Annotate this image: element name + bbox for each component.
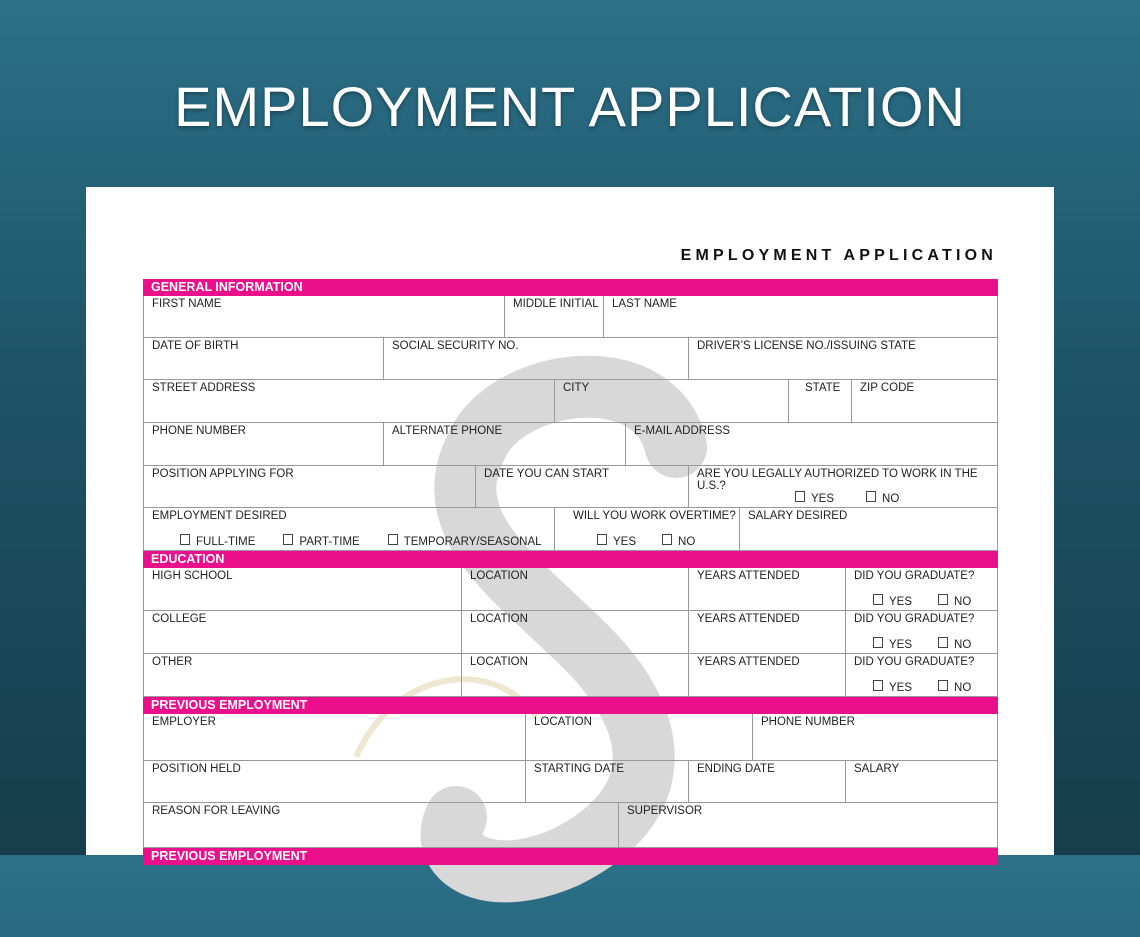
other-graduate-field [846, 654, 997, 696]
alternate-phone-label: ALTERNATE PHONE [392, 425, 503, 437]
drivers-license-label: DRIVER’S LICENSE NO./ISSUING STATE [697, 340, 916, 352]
years-attended-label: YEARS ATTENDED [697, 656, 800, 668]
ending-date-field[interactable] [689, 761, 846, 802]
graduate-yes-option[interactable] [873, 596, 912, 608]
yes-label: YES [889, 682, 913, 694]
phone-number-field[interactable] [144, 423, 384, 465]
document-title: EMPLOYMENT APPLICATION [680, 247, 997, 264]
checkbox-icon[interactable] [388, 534, 398, 545]
salary-desired-field[interactable] [740, 508, 997, 550]
other-location-field[interactable] [462, 654, 689, 696]
section-education: EDUCATION [143, 551, 998, 568]
checkbox-icon[interactable] [938, 680, 948, 691]
ssn-label: SOCIAL SECURITY NO. [392, 340, 519, 352]
checkbox-icon[interactable] [597, 534, 607, 545]
email-field[interactable] [626, 423, 997, 465]
position-held-field[interactable] [144, 761, 526, 802]
other-label: OTHER [152, 656, 193, 668]
phone-number-label: PHONE NUMBER [761, 716, 855, 728]
checkbox-icon[interactable] [938, 594, 948, 605]
overtime-label: WILL YOU WORK OVERTIME? [573, 510, 736, 522]
checkbox-icon[interactable] [873, 637, 883, 648]
years-attended-label: YEARS ATTENDED [697, 570, 800, 582]
form-page [86, 187, 1054, 863]
college-years-field[interactable] [689, 611, 846, 653]
reason-for-leaving-field[interactable] [144, 803, 619, 847]
salary-label: SALARY [854, 763, 900, 775]
years-attended-label: YEARS ATTENDED [697, 613, 800, 625]
temporary-option[interactable] [388, 536, 542, 548]
location-label: LOCATION [470, 613, 528, 625]
did-graduate-label: DID YOU GRADUATE? [854, 656, 975, 668]
no-label: NO [954, 682, 972, 694]
street-address-field[interactable] [144, 380, 555, 422]
college-graduate-field [846, 611, 997, 653]
location-label: LOCATION [470, 656, 528, 668]
checkbox-icon[interactable] [938, 637, 948, 648]
high-school-label: HIGH SCHOOL [152, 570, 233, 582]
salary-desired-label: SALARY DESIRED [748, 510, 848, 522]
checkbox-icon[interactable] [873, 594, 883, 605]
overtime-field [555, 508, 740, 550]
starting-date-field[interactable] [526, 761, 689, 802]
authorized-no-option[interactable] [866, 493, 899, 505]
location-label: LOCATION [470, 570, 528, 582]
employer-phone-field[interactable] [753, 714, 997, 760]
supervisor-field[interactable] [619, 803, 997, 847]
graduate-yes-option[interactable] [873, 639, 912, 651]
did-graduate-label: DID YOU GRADUATE? [854, 613, 975, 625]
graduate-no-option[interactable] [938, 682, 971, 694]
graduate-no-option[interactable] [938, 596, 971, 608]
zip-code-label: ZIP CODE [860, 382, 915, 394]
start-date-label: DATE YOU CAN START [484, 468, 610, 480]
high-school-graduate-field [846, 568, 997, 610]
section-general-information: GENERAL INFORMATION [143, 279, 998, 296]
yes-label: YES [811, 493, 835, 505]
checkbox-icon[interactable] [180, 534, 190, 545]
graduate-no-option[interactable] [938, 639, 971, 651]
application-form [143, 279, 998, 865]
first-name-field[interactable] [144, 296, 505, 337]
overtime-yes-option[interactable] [597, 536, 636, 548]
no-label: NO [954, 639, 972, 651]
did-graduate-label: DID YOU GRADUATE? [854, 570, 975, 582]
high-school-location-field[interactable] [462, 568, 689, 610]
graduate-yes-option[interactable] [873, 682, 912, 694]
part-time-option[interactable] [283, 536, 359, 548]
authorized-yes-option[interactable] [795, 493, 834, 505]
full-time-label: FULL-TIME [196, 536, 256, 548]
high-school-years-field[interactable] [689, 568, 846, 610]
employment-desired-field [144, 508, 555, 550]
state-label: STATE [805, 382, 841, 394]
checkbox-icon[interactable] [795, 491, 805, 502]
high-school-field[interactable] [144, 568, 462, 610]
no-label: NO [954, 596, 972, 608]
employer-location-field[interactable] [526, 714, 753, 760]
first-name-label: FIRST NAME [152, 298, 222, 310]
phone-number-label: PHONE NUMBER [152, 425, 246, 437]
section-previous-employment: PREVIOUS EMPLOYMENT [143, 697, 998, 714]
middle-initial-label: MIDDLE INITIAL [513, 298, 599, 310]
full-time-option[interactable] [180, 536, 255, 548]
last-name-field[interactable] [604, 296, 997, 337]
salary-field[interactable] [846, 761, 997, 802]
reason-for-leaving-label: REASON FOR LEAVING [152, 805, 281, 817]
other-school-field[interactable] [144, 654, 462, 696]
work-authorization-field [689, 466, 997, 507]
employer-label: EMPLOYER [152, 716, 216, 728]
work-authorization-label: ARE YOU LEGALLY AUTHORIZED TO WORK IN THE U.S.? [697, 468, 978, 492]
banner-title: EMPLOYMENT APPLICATION [174, 75, 966, 138]
city-field[interactable] [555, 380, 789, 422]
checkbox-icon[interactable] [866, 491, 876, 502]
middle-initial-field[interactable] [505, 296, 604, 337]
section-previous-employment-2: PREVIOUS EMPLOYMENT [143, 848, 998, 865]
last-name-label: LAST NAME [612, 298, 677, 310]
checkbox-icon[interactable] [873, 680, 883, 691]
overtime-no-option[interactable] [662, 536, 695, 548]
supervisor-label: SUPERVISOR [627, 805, 703, 817]
drivers-license-field[interactable] [689, 338, 997, 379]
date-of-birth-field[interactable] [144, 338, 384, 379]
employer-field[interactable] [144, 714, 526, 760]
part-time-label: PART-TIME [299, 536, 360, 548]
start-date-field[interactable] [476, 466, 689, 507]
email-label: E-MAIL ADDRESS [634, 425, 731, 437]
no-label: NO [678, 536, 696, 548]
checkbox-icon[interactable] [662, 534, 672, 545]
location-label: LOCATION [534, 716, 592, 728]
college-field[interactable] [144, 611, 462, 653]
yes-label: YES [613, 536, 637, 548]
checkbox-icon[interactable] [283, 534, 293, 545]
position-held-label: POSITION HELD [152, 763, 241, 775]
position-applying-field[interactable] [144, 466, 476, 507]
alternate-phone-field[interactable] [384, 423, 626, 465]
college-label: COLLEGE [152, 613, 207, 625]
no-label: NO [882, 493, 900, 505]
yes-label: YES [889, 596, 913, 608]
state-field[interactable] [789, 380, 852, 422]
employment-desired-label: EMPLOYMENT DESIRED [152, 510, 287, 522]
street-address-label: STREET ADDRESS [152, 382, 256, 394]
yes-label: YES [889, 639, 913, 651]
ending-date-label: ENDING DATE [697, 763, 775, 775]
city-label: CITY [563, 382, 590, 394]
temporary-label: TEMPORARY/SEASONAL [403, 536, 542, 548]
date-of-birth-label: DATE OF BIRTH [152, 340, 239, 352]
college-location-field[interactable] [462, 611, 689, 653]
zip-code-field[interactable] [852, 380, 997, 422]
other-years-field[interactable] [689, 654, 846, 696]
ssn-field[interactable] [384, 338, 689, 379]
starting-date-label: STARTING DATE [534, 763, 625, 775]
position-applying-label: POSITION APPLYING FOR [152, 468, 294, 480]
